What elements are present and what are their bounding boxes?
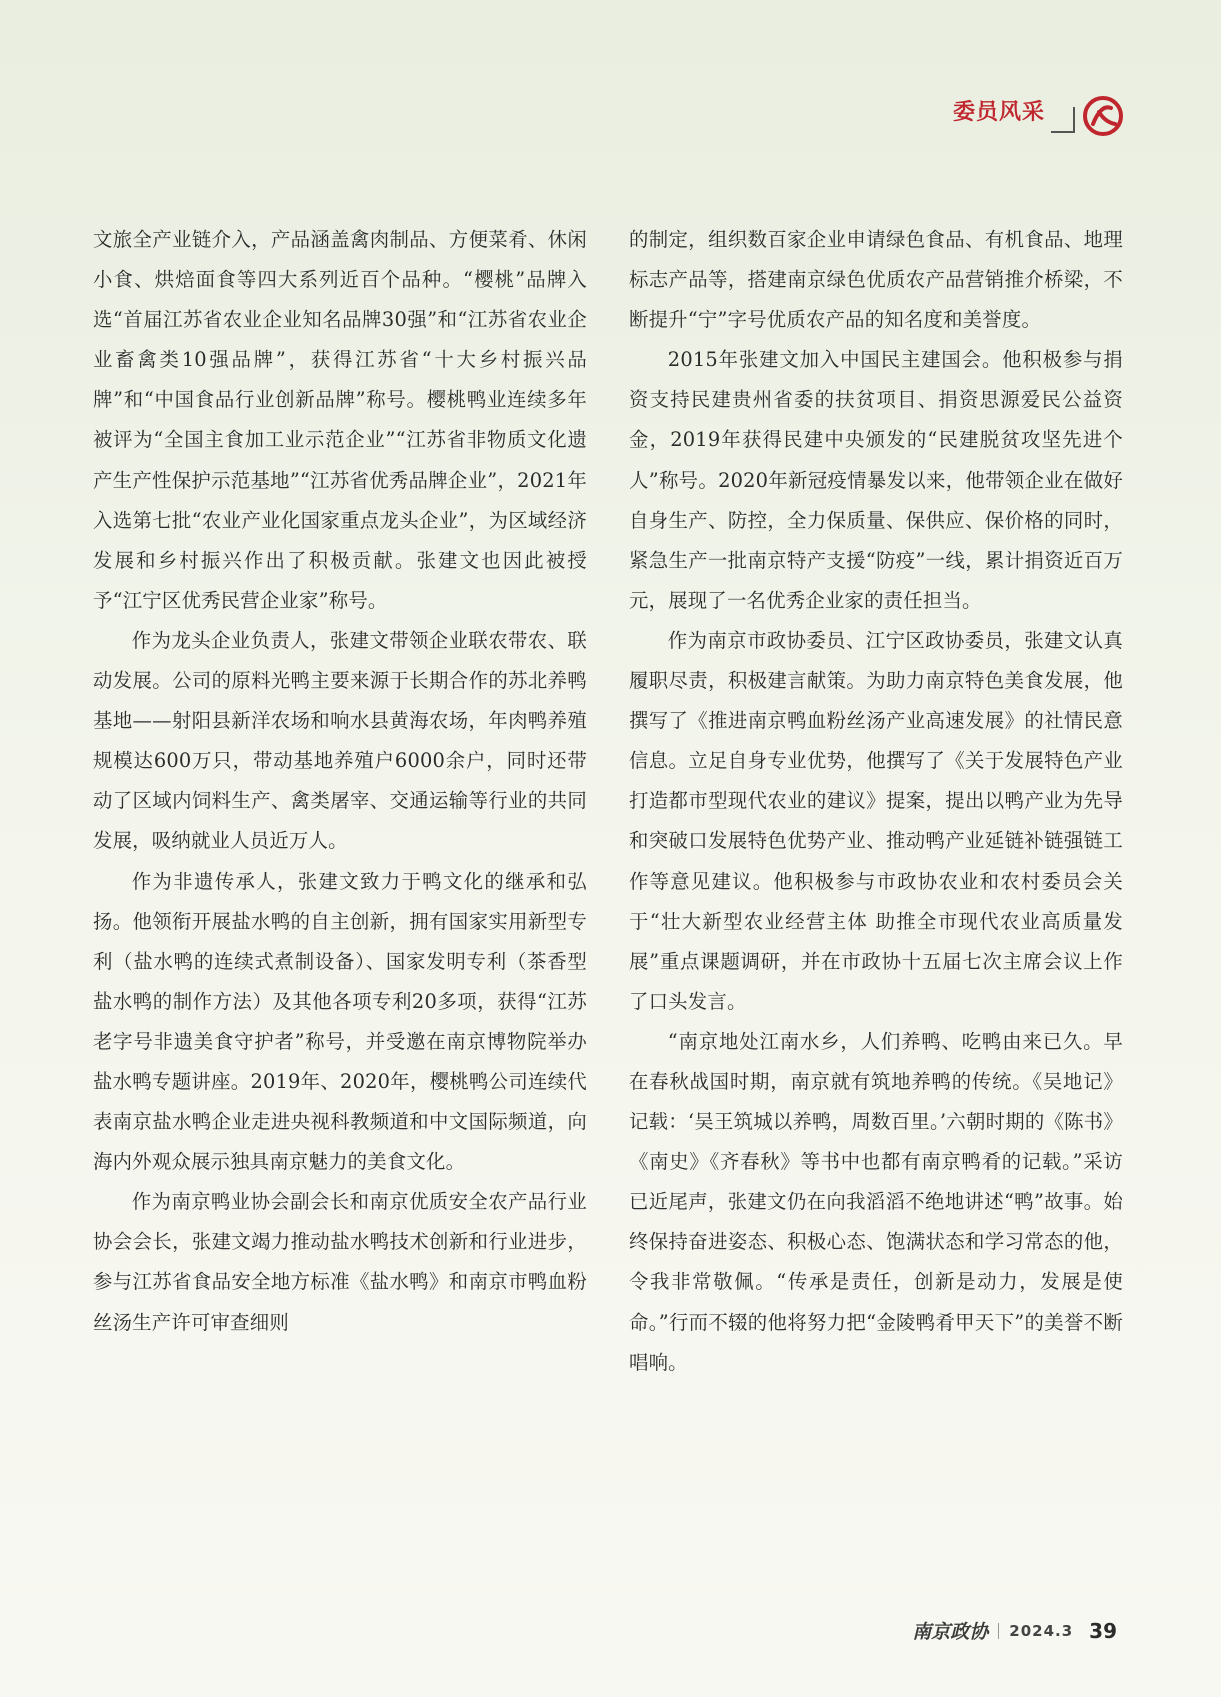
section-header bbox=[953, 92, 1125, 140]
footer-divider bbox=[998, 1623, 999, 1639]
article-column-left bbox=[93, 220, 587, 1343]
paragraph: 的制定，组织数百家企业申请绿色食品、有机食品、地理标志产品等，搭建南京绿色优质农产品营销推介桥梁，不断提升“宁”字号优质农产品的知名度和美誉度。 bbox=[629, 228, 1123, 332]
paragraph: 作为非遗传承人，张建文致力于鸭文化的继承和弘扬。他领衔开展盐水鸭的自主创新，拥有国家实用新型专利（盐水鸭的连续式煮制设备）、国家发明专利（茶香型盐水鸭的制作方法）及其他各项专利20多项，获得“江苏老字号非遗美食守护者”称号，并受邀在南京博物院举办盐水鸭专题讲座。2019年、2020年，樱桃鸭公司连续代表南京盐水鸭企业走进央视科教频道和中文国际频道，向海内外观众展示独具南京魅力的美食文化。 bbox=[93, 869, 587, 1174]
bracket-decoration bbox=[1051, 107, 1075, 133]
paragraph: 作为南京鸭业协会副会长和南京优质安全农产品行业协会会长，张建文竭力推动盐水鸭技术创新和行业进步，参与江苏省食品安全地方标准《盐水鸭》和南京市鸭血粉丝汤生产许可审查细则 bbox=[93, 1190, 587, 1334]
page-number: 39 bbox=[1089, 1618, 1117, 1643]
page-footer bbox=[912, 1617, 1117, 1644]
paragraph: 2015年张建文加入中国民主建国会。他积极参与捐资支持民建贵州省委的扶贫项目、捐资思源爱民公益资金，2019年获得民建中央颁发的“民建脱贫攻坚先进个人”称号。2020年新冠疫情暴发以来，他带领企业在做好自身生产、防控，全力保质量、保供应、保价格的同时，紧急生产一批南京特产支援“防疫”一线，累计捐资近百万元，展现了一名优秀企业家的责任担当。 bbox=[629, 348, 1123, 612]
paragraph: “南京地处江南水乡，人们养鸭、吃鸭由来已久。早在春秋战国时期，南京就有筑地养鸭的传统。《吴地记》记载：‘吴王筑城以养鸭，周数百里。’六朝时期的《陈书》《南史》《齐春秋》等书中也都有南京鸭肴的记载。”采访已近尾声，张建文仍在向我滔滔不绝地讲述“鸭”故事。始终保持奋进姿态、积极心态、饱满状态和学习常态的他，令我非常敬佩。“传承是责任，创新是动力，发展是使命。”行而不辍的他将努力把“金陵鸭肴甲天下”的美誉不断唱响。 bbox=[629, 1029, 1123, 1374]
paragraph: 文旅全产业链介入，产品涵盖禽肉制品、方便菜肴、休闲小食、烘焙面食等四大系列近百个品种。“樱桃”品牌入选“首届江苏省农业企业知名品牌30强”和“江苏省农业企业畜禽类10强品牌”，获得江苏省“十大乡村振兴品牌”和“中国食品行业创新品牌”称号。樱桃鸭业连续多年被评为“全国主食加工业示范企业”“江苏省非物质文化遗产生产性保护示范基地”“江苏省优秀品牌企业”，2021年入选第七批“农业产业化国家重点龙头企业”，为区域经济发展和乡村振兴作出了积极贡献。张建文也因此被授予“江宁区优秀民营企业家”称号。 bbox=[93, 228, 587, 612]
article-column-right bbox=[629, 220, 1123, 1383]
issue-number: 2024.3 bbox=[1009, 1621, 1074, 1640]
paragraph: 作为南京市政协委员、江宁区政协委员，张建文认真履职尽责，积极建言献策。为助力南京特色美食发展，他撰写了《推进南京鸭血粉丝汤产业高速发展》的社情民意信息。立足自身专业优势，他撰写了《关于发展特色产业打造都市型现代农业的建议》提案，提出以鸭产业为先导和突破口发展特色优势产业、推动鸭产业延链补链强链工作等意见建议。他积极参与市政协农业和农村委员会关于“壮大新型农业经营主体 助推全市现代农业高质量发展”重点课题调研，并在市政协十五届七次主席会议上作了口头发言。 bbox=[629, 628, 1123, 1013]
magazine-name: 南京政协 bbox=[912, 1621, 989, 1643]
paragraph: 作为龙头企业负责人，张建文带领企业联农带农、联动发展。公司的原料光鸭主要来源于长期合作的苏北养鸭基地——射阳县新洋农场和响水县黄海农场，年肉鸭养殖规模达600万只，带动基地养殖户6000余户，同时还带动了区域内饲料生产、禽类屠宰、交通运输等行业的共同发展，吸纳就业人员近万人。 bbox=[93, 628, 587, 853]
section-label: 委员风采 bbox=[952, 99, 1045, 125]
cppcc-emblem-icon bbox=[1081, 94, 1125, 138]
